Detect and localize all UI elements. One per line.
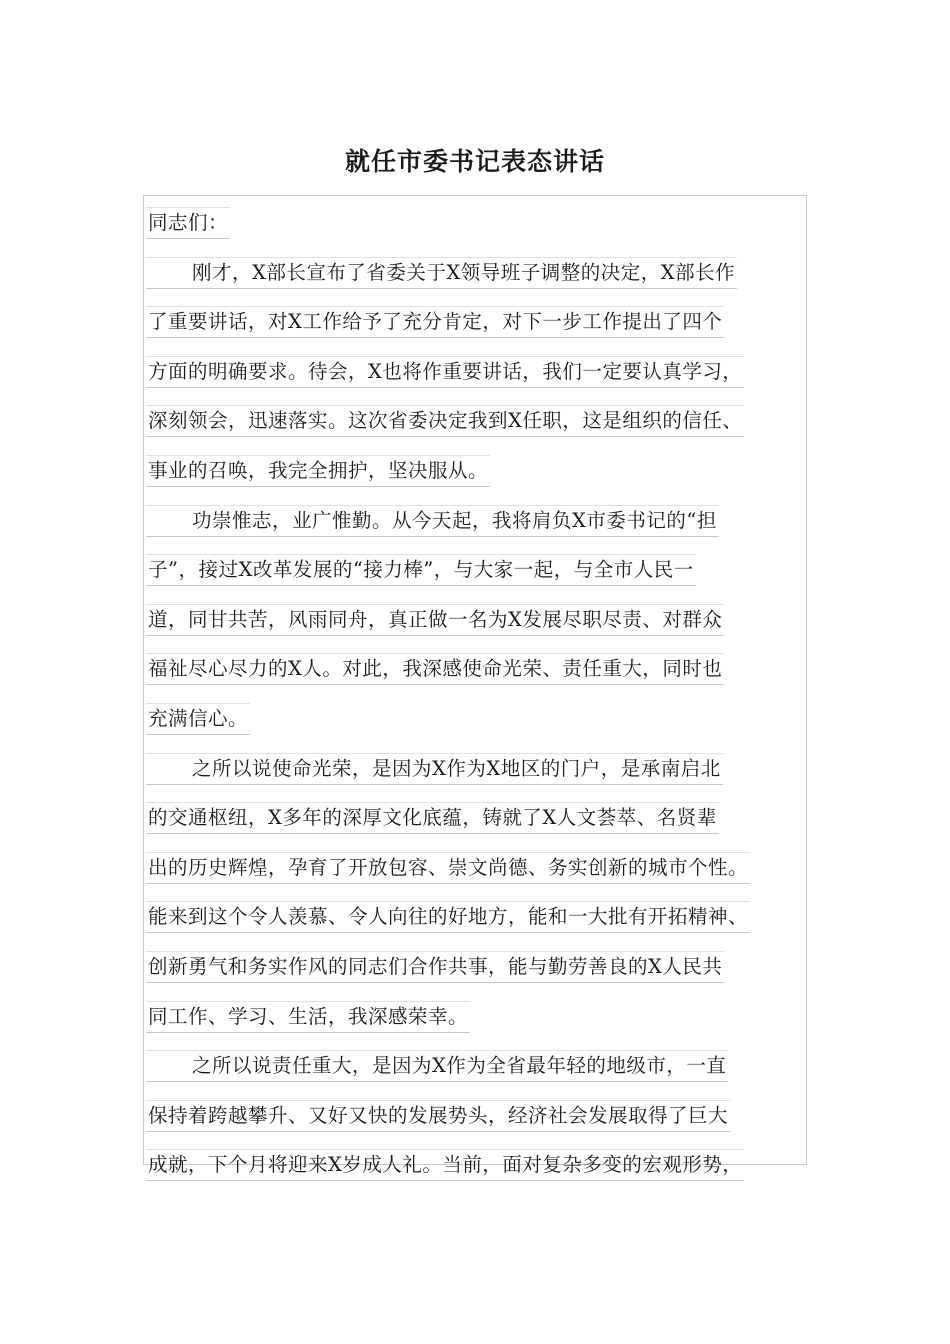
text-line-content: 深刻领会，迅速落实。这次省委决定我到X任职，这是组织的信任、 bbox=[146, 405, 744, 437]
text-line bbox=[146, 653, 826, 703]
text-line-content: 之所以说责任重大，是因为X作为全省最年轻的地级市，一直 bbox=[146, 1050, 728, 1082]
document-body bbox=[146, 207, 826, 1199]
text-line bbox=[146, 356, 826, 406]
text-line-content: 的交通枢纽，X多年的深厚文化底蕴，铸就了X人文荟萃、名贤辈 bbox=[146, 802, 719, 834]
text-line bbox=[146, 1149, 826, 1199]
text-line bbox=[146, 703, 826, 753]
text-line-content: 刚才，X部长宣布了省委关于X领导班子调整的决定，X部长作 bbox=[146, 257, 737, 289]
text-line-content: 福祉尽心尽力的X人。对此，我深感使命光荣、责任重大，同时也 bbox=[146, 653, 724, 685]
text-line bbox=[146, 554, 826, 604]
text-line bbox=[146, 207, 826, 257]
text-line bbox=[146, 753, 826, 803]
text-line bbox=[146, 455, 826, 505]
text-line-content: 充满信心。 bbox=[146, 703, 250, 735]
text-line bbox=[146, 901, 826, 951]
text-line-content: 了重要讲话，对X工作给予了充分肯定，对下一步工作提出了四个 bbox=[146, 306, 724, 338]
text-line bbox=[146, 951, 826, 1001]
text-line-content: 子”，接过X改革发展的“接力棒”，与大家一起，与全市人民一 bbox=[146, 554, 696, 586]
text-line-content: 之所以说使命光荣，是因为X作为X地区的门户，是承南启北 bbox=[146, 753, 723, 785]
text-line-content: 出的历史辉煌，孕育了开放包容、崇文尚德、务实创新的城市个性。 bbox=[146, 852, 750, 884]
text-line bbox=[146, 306, 826, 356]
text-line-content: 能来到这个令人羡慕、令人向往的好地方，能和一大批有开拓精神、 bbox=[146, 901, 750, 933]
text-line bbox=[146, 257, 826, 307]
text-line-content: 同志们： bbox=[146, 207, 230, 239]
text-line bbox=[146, 405, 826, 455]
text-line bbox=[146, 1050, 826, 1100]
text-line bbox=[146, 604, 826, 654]
text-line-content: 创新勇气和务实作风的同志们合作共事，能与勤劳善良的X人民共 bbox=[146, 951, 724, 983]
text-line-content: 成就，下个月将迎来X岁成人礼。当前，面对复杂多变的宏观形势， bbox=[146, 1149, 744, 1181]
text-line bbox=[146, 1100, 826, 1150]
text-line-content: 道，同甘共苦，风雨同舟，真正做一名为X发展尽职尽责、对群众 bbox=[146, 604, 724, 636]
text-line-content: 方面的明确要求。待会，X也将作重要讲话，我们一定要认真学习， bbox=[146, 356, 744, 388]
text-line bbox=[146, 802, 826, 852]
text-line-content: 功崇惟志，业广惟勤。从今天起，我将肩负X市委书记的“担 bbox=[146, 505, 719, 537]
text-line bbox=[146, 1001, 826, 1051]
text-line-content: 事业的召唤，我完全拥护，坚决服从。 bbox=[146, 455, 490, 487]
text-line-content: 保持着跨越攀升、又好又快的发展势头，经济社会发展取得了巨大 bbox=[146, 1100, 730, 1132]
document-title: 就任市委书记表态讲话 bbox=[344, 147, 605, 176]
text-line bbox=[146, 852, 826, 902]
text-line bbox=[146, 505, 826, 555]
text-line-content: 同工作、学习、生活，我深感荣幸。 bbox=[146, 1001, 470, 1033]
